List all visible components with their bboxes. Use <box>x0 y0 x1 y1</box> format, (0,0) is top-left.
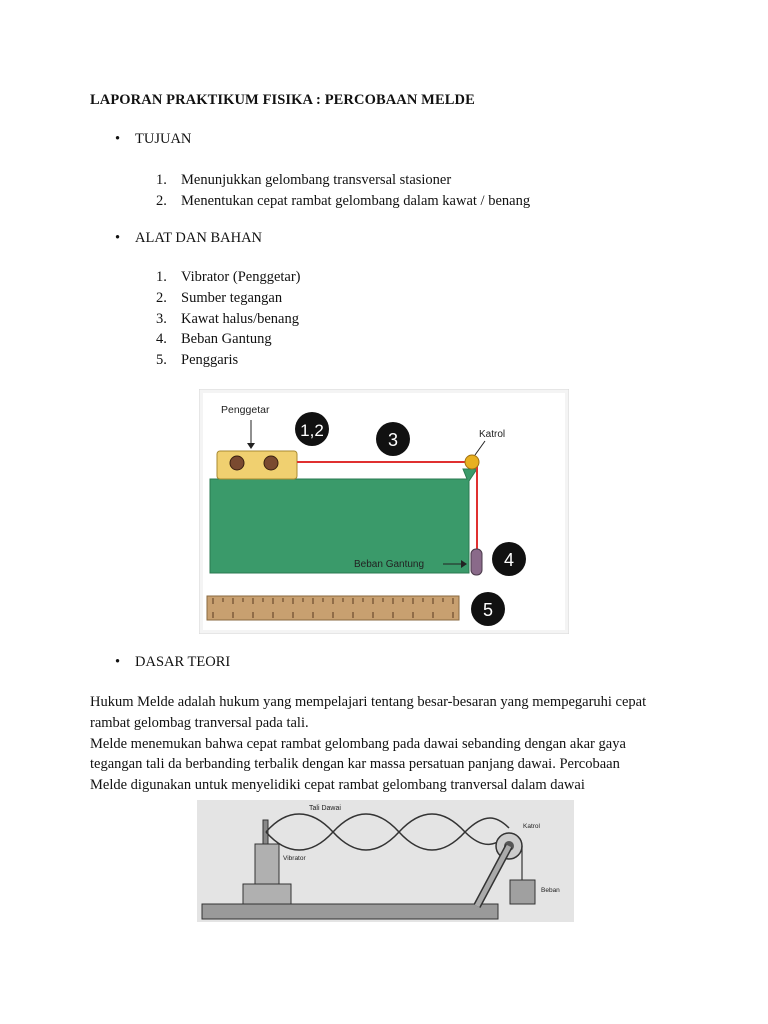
bullet-glyph: • <box>115 131 121 147</box>
label-katrol: Katrol <box>523 823 540 830</box>
list-number: 2. <box>156 192 167 209</box>
badge-5-text: 5 <box>482 600 494 620</box>
paragraph-line: rambat gelombag tranversal pada tali. <box>90 714 309 731</box>
apparatus-figure <box>199 389 569 634</box>
vibrator-rod <box>263 820 268 844</box>
list-number: 3. <box>156 310 167 327</box>
section-heading-dasar <box>115 654 230 671</box>
label-vibrator: Vibrator <box>283 855 306 862</box>
base-board <box>202 904 498 919</box>
label-katrol: Katrol <box>479 429 506 440</box>
paragraph-line: Melde digunakan untuk menyelidiki cepat rambat gelombang tranversal dalam dawai <box>90 777 585 794</box>
hanging-weight <box>471 549 482 575</box>
list-text: Menentukan cepat rambat gelombang dalam kawat / benang <box>181 192 531 209</box>
section-heading-text: DASAR TEORI <box>135 654 231 670</box>
list-text: Vibrator (Penggetar) <box>181 269 301 285</box>
section-heading-text: TUJUAN <box>135 131 192 147</box>
badge-1-2-text: 1,2 <box>300 421 324 440</box>
list-text: Kawat halus/benang <box>181 310 299 327</box>
list-number: 2. <box>156 289 167 306</box>
list-number: 5. <box>156 352 167 369</box>
vibrator-knob <box>264 456 278 470</box>
beban-block <box>510 880 535 904</box>
list-item <box>156 350 301 371</box>
list-text: Penggaris <box>181 352 239 369</box>
table-block <box>210 469 477 573</box>
pulley-icon <box>465 455 479 469</box>
list-number: 4. <box>156 331 167 348</box>
list-number: 1. <box>156 172 167 188</box>
label-beban: Beban <box>541 887 560 894</box>
list-text: Beban Gantung <box>181 331 272 348</box>
bullet-glyph: • <box>115 230 121 246</box>
list-text: Menunjukkan gelombang transversal stasioner <box>181 172 452 188</box>
paragraph-line: Hukum Melde adalah hukum yang mempelajari tentang besar-besaran yang mempegaruhi cepat <box>90 694 647 710</box>
section-heading-text: ALAT DAN BAHAN <box>135 230 263 246</box>
list-text: Sumber tegangan <box>181 289 283 306</box>
theory-paragraph <box>90 692 690 796</box>
melde-schematic-figure <box>197 800 574 922</box>
badge-4-text: 4 <box>503 550 515 570</box>
vibrator-box <box>217 451 297 479</box>
label-tali-dawai: Tali Dawai <box>309 805 341 812</box>
vibrator-base <box>243 884 291 904</box>
vibrator-body <box>255 844 279 884</box>
list-item <box>156 288 301 309</box>
report-title: LAPORAN PRAKTIKUM FISIKA : PERCOBAAN MELDE <box>90 92 475 108</box>
list-item <box>156 309 301 330</box>
alat-list <box>156 267 301 371</box>
list-item <box>156 329 301 350</box>
list-number: 1. <box>156 269 167 285</box>
list-item <box>156 170 530 191</box>
vibrator-knob <box>230 456 244 470</box>
list-item <box>156 191 530 212</box>
section-heading-tujuan <box>115 131 191 148</box>
section-heading-alat <box>115 230 262 247</box>
list-item <box>156 267 301 288</box>
paragraph-line: tegangan tali da berbanding terbalik dengan kar massa persatuan panjang dawai. Percobaan <box>90 756 620 773</box>
label-beban-gantung: Beban Gantung <box>354 559 425 570</box>
label-penggetar: Penggetar <box>221 404 270 416</box>
tujuan-list <box>156 170 530 212</box>
paragraph-line: Melde menemukan bahwa cepat rambat gelombang pada dawai sebanding dengan akar gaya <box>90 735 626 752</box>
badge-3-text: 3 <box>387 430 399 450</box>
bullet-glyph: • <box>115 654 121 670</box>
